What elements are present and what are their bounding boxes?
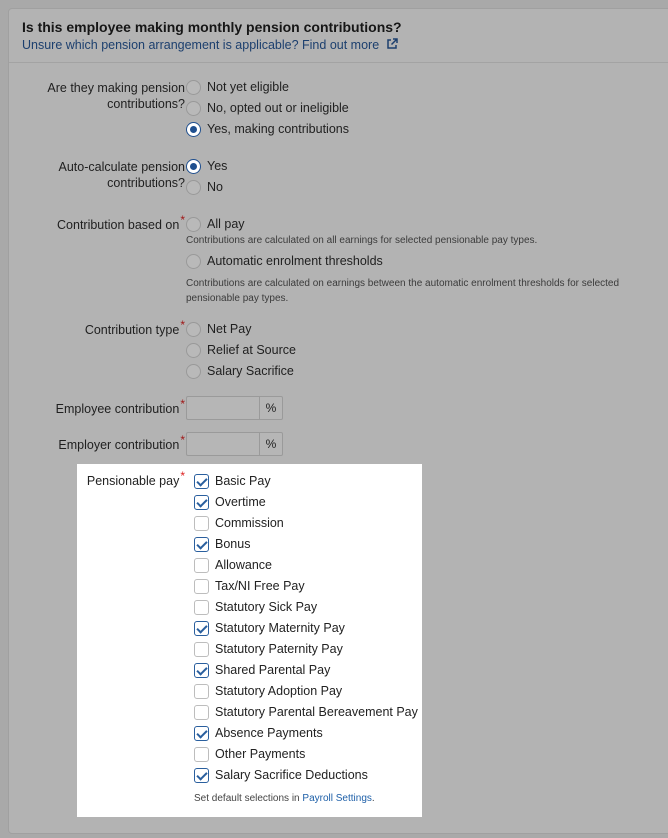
card-header xyxy=(9,9,668,63)
radio-auto-yes[interactable] xyxy=(186,157,227,175)
employee-contribution-input[interactable] xyxy=(186,396,259,420)
pensionable-pay-item[interactable] xyxy=(194,661,330,679)
checkbox-label: Statutory Parental Bereavement Pay xyxy=(215,705,418,719)
pensionable-pay-item[interactable] xyxy=(194,703,418,721)
checkbox-label: Statutory Sick Pay xyxy=(215,600,318,614)
footnote-prefix: Set default selections in xyxy=(194,793,300,804)
checkbox[interactable] xyxy=(194,558,209,573)
checkbox-checked[interactable] xyxy=(194,495,209,510)
pensionable-pay-item[interactable] xyxy=(194,472,271,490)
radio-circle-selected[interactable] xyxy=(186,159,201,174)
help-all-pay: Contributions are calculated on all earnings for selected pensionable pay types. xyxy=(186,235,538,246)
contribution-type-label xyxy=(25,318,185,338)
radio-salary-sacrifice[interactable] xyxy=(186,362,294,380)
option-label: Relief at Source xyxy=(207,343,296,357)
pensionable-pay-panel xyxy=(77,464,422,817)
checkbox-label: Salary Sacrifice Deductions xyxy=(215,768,368,782)
checkbox-checked[interactable] xyxy=(194,663,209,678)
option-label: Salary Sacrifice xyxy=(207,364,294,378)
label-text: Contribution type xyxy=(84,323,180,337)
checkbox-label: Basic Pay xyxy=(215,474,271,488)
external-link-icon xyxy=(386,38,398,50)
payroll-settings-link[interactable]: Payroll Settings xyxy=(302,793,372,804)
footnote xyxy=(194,793,375,804)
pensionable-pay-item[interactable] xyxy=(194,598,317,616)
checkbox-label: Bonus xyxy=(215,537,251,551)
checkbox[interactable] xyxy=(194,747,209,762)
radio-circle[interactable] xyxy=(186,80,201,95)
checkbox[interactable] xyxy=(194,684,209,699)
required-mark: * xyxy=(180,213,185,227)
percent-addon: % xyxy=(259,432,283,456)
radio-circle-selected[interactable] xyxy=(186,122,201,137)
radio-circle[interactable] xyxy=(186,217,201,232)
checkbox-label: Allowance xyxy=(215,558,272,572)
checkbox-label: Absence Payments xyxy=(215,726,323,740)
pensionable-pay-item[interactable] xyxy=(194,514,284,532)
checkbox-label: Shared Parental Pay xyxy=(215,663,331,677)
employer-contribution-group xyxy=(186,432,283,456)
option-label: Yes xyxy=(207,159,228,173)
checkbox[interactable] xyxy=(194,600,209,615)
radio-circle[interactable] xyxy=(186,101,201,116)
label-text: Pensionable pay xyxy=(86,474,180,488)
checkbox-checked[interactable] xyxy=(194,474,209,489)
checkbox-checked[interactable] xyxy=(194,768,209,783)
pensionable-pay-item[interactable] xyxy=(194,640,343,658)
auto-calculate-label: Auto-calculate pension contributions? xyxy=(58,160,185,190)
label-text: Contribution based on xyxy=(57,218,180,232)
required-mark: * xyxy=(180,469,185,483)
radio-net-pay[interactable] xyxy=(186,320,251,338)
option-label: All pay xyxy=(207,217,245,231)
checkbox[interactable] xyxy=(194,642,209,657)
pensionable-pay-label xyxy=(77,469,185,488)
pensionable-pay-item[interactable] xyxy=(194,535,250,553)
radio-not-yet-eligible[interactable] xyxy=(186,78,289,96)
radio-all-pay[interactable] xyxy=(186,215,245,233)
footnote-suffix: . xyxy=(371,793,375,804)
label-text: Employee contribution xyxy=(55,402,180,416)
percent-addon: % xyxy=(259,396,283,420)
checkbox-label: Overtime xyxy=(215,495,266,509)
required-mark: * xyxy=(180,318,185,332)
option-label: No xyxy=(207,180,223,194)
making-contributions-label: Are they making pension contributions? xyxy=(47,81,185,111)
page-title: Is this employee making monthly pension contributions? xyxy=(22,19,402,35)
contribution-based-on-label xyxy=(25,213,185,233)
employer-contribution-label xyxy=(25,433,185,453)
radio-auto-enrolment-thresholds[interactable] xyxy=(186,252,383,270)
radio-making-contributions[interactable] xyxy=(186,120,349,138)
pensionable-pay-item[interactable] xyxy=(194,619,345,637)
label-text: Employer contribution xyxy=(58,438,180,452)
checkbox-label: Other Payments xyxy=(215,747,306,761)
checkbox-checked[interactable] xyxy=(194,537,209,552)
find-out-more-link[interactable] xyxy=(22,38,398,52)
checkbox[interactable] xyxy=(194,516,209,531)
employer-contribution-input[interactable] xyxy=(186,432,259,456)
radio-circle[interactable] xyxy=(186,254,201,269)
required-mark: * xyxy=(180,397,185,411)
checkbox-label: Commission xyxy=(215,516,284,530)
employee-contribution-label xyxy=(25,397,185,417)
radio-circle[interactable] xyxy=(186,322,201,337)
checkbox-label: Statutory Paternity Pay xyxy=(215,642,343,656)
employee-contribution-group xyxy=(186,396,283,420)
radio-circle[interactable] xyxy=(186,364,201,379)
option-label: Automatic enrolment thresholds xyxy=(207,254,383,268)
option-label: Net Pay xyxy=(207,322,252,336)
checkbox[interactable] xyxy=(194,579,209,594)
radio-opted-out[interactable] xyxy=(186,99,349,117)
pensionable-pay-item[interactable] xyxy=(194,682,342,700)
checkbox[interactable] xyxy=(194,705,209,720)
pensionable-pay-item[interactable] xyxy=(194,724,323,742)
radio-circle[interactable] xyxy=(186,343,201,358)
option-label: Yes, making contributions xyxy=(207,122,349,136)
checkbox-checked[interactable] xyxy=(194,726,209,741)
pensionable-pay-item[interactable] xyxy=(194,556,272,574)
radio-auto-no[interactable] xyxy=(186,178,223,196)
help-thresholds: Contributions are calculated on earnings between the automatic enrolment thresholds for selected pensionable pay types. xyxy=(186,278,620,304)
required-mark: * xyxy=(180,433,185,447)
checkbox-label: Statutory Maternity Pay xyxy=(215,621,345,635)
radio-relief-at-source[interactable] xyxy=(186,341,296,359)
checkbox-checked[interactable] xyxy=(194,621,209,636)
radio-circle[interactable] xyxy=(186,180,201,195)
option-label: No, opted out or ineligible xyxy=(207,101,349,115)
option-label: Not yet eligible xyxy=(207,80,289,94)
checkbox-label: Statutory Adoption Pay xyxy=(215,684,343,698)
pensionable-pay-item[interactable] xyxy=(194,577,305,595)
pensionable-pay-item[interactable] xyxy=(194,493,266,511)
pensionable-pay-item[interactable] xyxy=(194,745,305,763)
find-out-more-text: Unsure which pension arrangement is applicable? Find out more xyxy=(22,38,380,52)
pensionable-pay-item[interactable] xyxy=(194,766,368,784)
checkbox-label: Tax/NI Free Pay xyxy=(215,579,305,593)
